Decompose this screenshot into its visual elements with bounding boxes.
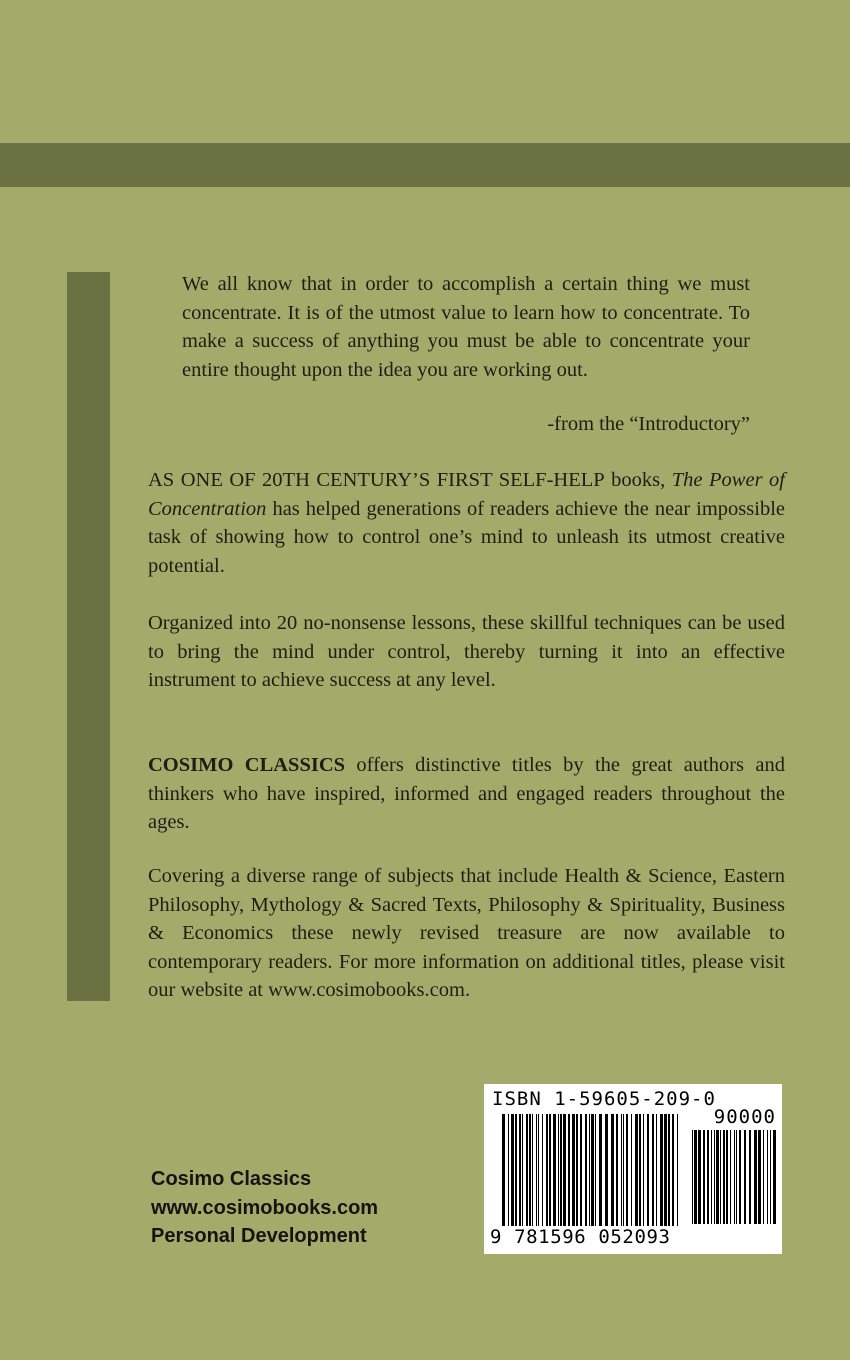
barcode-stripe xyxy=(522,1114,523,1226)
barcode-stripe xyxy=(538,1114,539,1226)
barcode-stripe xyxy=(631,1114,632,1226)
barcode-stripe xyxy=(647,1114,649,1226)
barcode-stripe xyxy=(698,1130,701,1224)
barcode-stripe xyxy=(763,1130,764,1224)
barcode-stripe xyxy=(770,1130,771,1224)
barcode-stripe xyxy=(749,1130,751,1224)
series-name: COSIMO CLASSICS xyxy=(148,754,346,776)
barcode-stripe xyxy=(643,1114,644,1226)
barcode-stripe xyxy=(711,1130,712,1224)
barcode-stripe xyxy=(595,1114,596,1226)
barcode-stripe xyxy=(589,1114,590,1226)
description-lead: AS ONE OF 20TH CENTURY’S FIRST SELF-HELP xyxy=(148,469,605,491)
barcode-stripe xyxy=(568,1114,570,1226)
barcode-stripe xyxy=(773,1130,776,1224)
isbn-number: ISBN 1-59605-209-0 xyxy=(492,1088,716,1110)
barcode-stripe xyxy=(730,1130,731,1224)
barcode-stripe xyxy=(668,1114,670,1226)
barcode-stripe xyxy=(576,1114,578,1226)
barcode-stripe xyxy=(563,1114,566,1226)
barcode-stripe xyxy=(623,1114,624,1226)
barcode-stripe xyxy=(532,1114,533,1226)
barcode-stripe xyxy=(758,1130,761,1224)
barcode-stripe xyxy=(519,1114,521,1226)
barcode-stripe xyxy=(511,1114,514,1226)
barcode-stripe xyxy=(605,1114,608,1226)
barcode-stripe xyxy=(635,1114,638,1226)
publisher-block xyxy=(151,1165,378,1251)
publisher-name: Cosimo Classics xyxy=(151,1168,312,1190)
barcode-stripe xyxy=(572,1114,575,1226)
barcode-stripe xyxy=(677,1114,678,1226)
barcode-stripe xyxy=(639,1114,641,1226)
barcode-stripe xyxy=(626,1114,628,1226)
barcode-stripe xyxy=(672,1114,674,1226)
barcode-stripe xyxy=(558,1114,559,1226)
barcode-stripe xyxy=(560,1114,562,1226)
top-band xyxy=(0,143,850,187)
barcode-stripe xyxy=(692,1130,693,1224)
barcode-bars xyxy=(502,1114,680,1230)
barcode-stripe xyxy=(515,1114,517,1226)
barcode-stripe xyxy=(591,1114,594,1226)
barcode-stripe xyxy=(664,1114,667,1226)
barcode-stripe xyxy=(502,1114,505,1226)
quote-attribution: -from the “Introductory” xyxy=(547,413,750,435)
barcode-stripe xyxy=(585,1114,587,1226)
barcode-stripe xyxy=(707,1130,709,1224)
barcode-stripe xyxy=(723,1130,725,1224)
barcode-stripe xyxy=(660,1114,663,1226)
barcode-stripe xyxy=(736,1130,737,1224)
barcode-stripe xyxy=(542,1114,543,1226)
barcode-stripe xyxy=(616,1114,618,1226)
book-title: The Power of Concentration xyxy=(148,469,786,520)
barcode-stripe xyxy=(754,1130,757,1224)
publisher-category: Personal Development xyxy=(151,1225,367,1247)
barcode-stripe xyxy=(549,1114,551,1226)
barcode-stripe xyxy=(536,1114,537,1226)
barcode-stripe xyxy=(726,1130,728,1224)
barcode-stripe xyxy=(694,1130,697,1224)
barcode-stripe xyxy=(716,1130,719,1224)
barcode-stripe xyxy=(553,1114,556,1226)
series-description: offers distinctive titles by the great authors and thinkers who have inspired, informed and engaged readers throughout the ages. xyxy=(148,754,785,834)
barcode-stripe xyxy=(734,1130,735,1224)
series-paragraph xyxy=(148,751,785,837)
barcode-stripe xyxy=(767,1130,768,1224)
barcode-stripe xyxy=(720,1130,721,1224)
ean-number: 9 781596 052093 xyxy=(490,1226,671,1248)
description-paragraph xyxy=(148,466,785,580)
barcode-stripe xyxy=(526,1114,528,1226)
publisher-website: www.cosimobooks.com xyxy=(151,1196,379,1219)
barcode-stripe xyxy=(739,1130,741,1224)
barcode-stripe xyxy=(652,1114,654,1226)
barcode-stripe xyxy=(656,1114,657,1226)
barcode-stripe xyxy=(580,1114,582,1226)
barcode-stripe xyxy=(744,1130,746,1224)
barcode-stripe xyxy=(703,1130,705,1224)
description-rest: has helped generations of readers achieve the near impossible task of showing how to control one’s mind to unleash its utmost creative potential. xyxy=(148,497,785,577)
barcode-stripe xyxy=(508,1114,509,1226)
intro-quote: We all know that in order to accomplish a certain thing we must concentrate. It is of the utmost value to learn how to concentrate. To make a success of anything you must be able to concentrate your entire thought upon the idea you are working out. xyxy=(182,273,750,381)
barcode-stripe xyxy=(714,1130,715,1224)
price-code: 90000 xyxy=(713,1106,776,1128)
description-connector: books, xyxy=(604,469,672,491)
barcode-stripe xyxy=(611,1114,614,1226)
barcode-stripe xyxy=(621,1114,622,1226)
addon-barcode-bars xyxy=(692,1130,776,1224)
barcode-stripe xyxy=(529,1114,531,1226)
subjects-paragraph: Covering a diverse range of subjects that include Health & Science, Eastern Philosophy, Mythology & Sacred Texts, Philosophy & Spirituality, Business & Economics these newly revised treasure are now available to contemporary readers. For more information on additional titles, please visit our website at www.cosimobooks.com. xyxy=(148,865,785,1002)
barcode-stripe xyxy=(546,1114,548,1226)
side-bar xyxy=(67,272,110,1001)
isbn-barcode xyxy=(484,1084,782,1254)
barcode-stripe xyxy=(599,1114,602,1226)
lessons-paragraph: Organized into 20 no-nonsense lessons, these skillful techniques can be used to bring the mind under control, thereby turning it into an effective instrument to achieve success at any level. xyxy=(148,612,785,692)
